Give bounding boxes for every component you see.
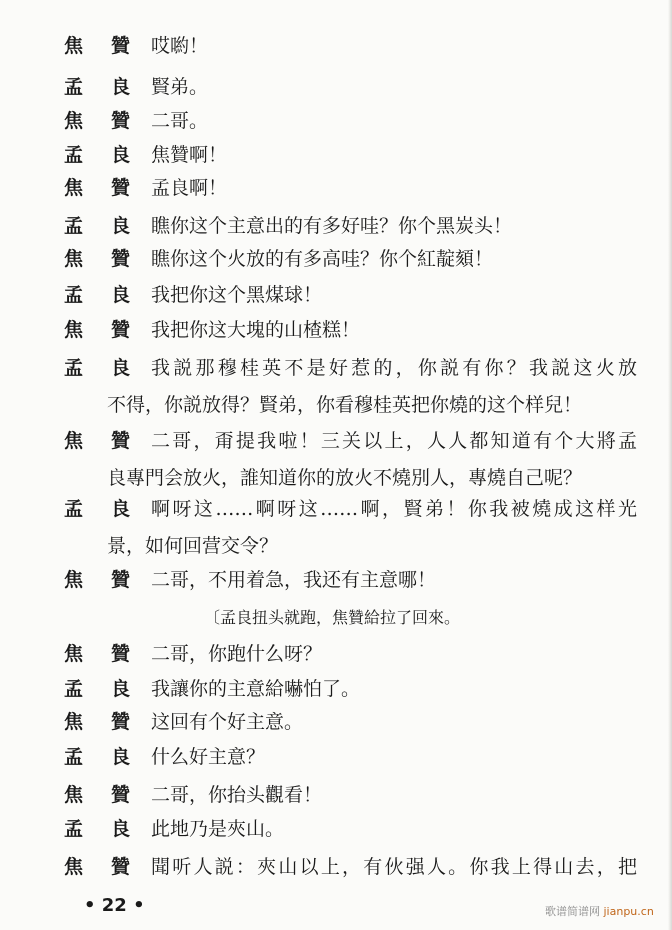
speaker-char: 贊 [110,319,130,341]
dialogue-text: 景，如何回营交令？ [107,535,279,557]
speaker-name [64,34,130,58]
speaker-char: 焦 [64,856,84,878]
speaker-name [64,745,130,769]
speaker-char: 焦 [64,248,84,270]
speaker-name [64,214,130,238]
speaker-char: 焦 [64,784,84,806]
speaker-char: 贊 [110,248,130,270]
speaker-char: 焦 [64,35,84,57]
dialogue-text: 賢弟。 [151,76,209,98]
speaker-char: 贊 [110,856,130,878]
dialogue-text: 我把你这个黑煤球！ [151,284,323,306]
speaker-name [64,143,130,167]
speaker-char: 焦 [64,569,84,591]
speaker-char: 孟 [64,498,84,520]
speaker-name [64,247,130,271]
speaker-char: 孟 [64,144,84,166]
speaker-char: 焦 [64,711,84,733]
dialogue-text: 良專門会放火，誰知道你的放火不燒別人，專燒自己呢？ [107,467,583,489]
dialogue-text: 我把你这大塊的山楂糕！ [151,319,361,341]
speaker-name [64,783,130,807]
speaker-name [64,817,130,841]
dialogue-text: 不得，你説放得？賢弟，你看穆桂英把你燒的这个样兒！ [107,394,583,416]
speaker-char: 良 [110,76,130,98]
speaker-char: 贊 [110,784,130,806]
speaker-name [64,855,130,879]
speaker-char: 贊 [110,177,130,199]
dialogue-text: 聞听人説：夾山以上，有伙强人。你我上得山去，把 [151,856,637,878]
dialogue-text: 焦贊啊！ [151,144,228,166]
dialogue-text: 二哥，甭提我啦！三关以上，人人都知道有个大將孟 [151,430,637,452]
speaker-char: 良 [110,215,130,237]
dialogue-text: 我讓你的主意給嚇怕了。 [151,678,361,700]
speaker-char: 良 [110,498,130,520]
speaker-char: 焦 [64,643,84,665]
speaker-name [64,429,130,453]
dialogue-text: 什么好主意？ [151,746,266,768]
speaker-char: 焦 [64,319,84,341]
dialogue-text: 孟良啊！ [151,177,228,199]
speaker-char: 良 [110,284,130,306]
speaker-char: 贊 [110,569,130,591]
speaker-name [64,356,130,380]
speaker-name [64,497,130,521]
speaker-char: 孟 [64,678,84,700]
dialogue-text: 瞧你这个主意出的有多好哇？你个黑炭头！ [151,215,513,237]
speaker-name [64,75,130,99]
speaker-char: 良 [110,818,130,840]
dialogue-text: 二哥，你跑什么呀？ [151,643,323,665]
speaker-name [64,710,130,734]
speaker-char: 孟 [64,76,84,98]
speaker-char: 孟 [64,357,84,379]
dialogue-text: 二哥，你抬头觀看！ [151,784,323,806]
watermark-url: jianpu.cn [603,905,654,918]
dialogue-text: 此地乃是夾山。 [151,818,285,840]
dialogue-text: 哎喲！ [151,35,209,57]
speaker-char: 孟 [64,284,84,306]
speaker-char: 贊 [110,711,130,733]
page-edge-shadow [668,0,672,930]
dialogue-text: 这回有个好主意。 [151,711,304,733]
stage-direction: 〔孟良扭头就跑，焦贊給拉了回來。 [204,608,461,627]
speaker-char: 孟 [64,746,84,768]
speaker-name [64,568,130,592]
dialogue-text: 二哥。 [151,110,209,132]
speaker-name [64,176,130,200]
dialogue-text: 啊呀这……啊呀这……啊，賢弟！你我被燒成这样光 [151,498,637,520]
speaker-char: 贊 [110,430,130,452]
speaker-name [64,318,130,342]
watermark [545,903,654,919]
speaker-char: 良 [110,746,130,768]
dialogue-text: 我説那穆桂英不是好惹的，你説有你？我説这火放 [151,357,637,379]
speaker-char: 孟 [64,215,84,237]
speaker-name [64,642,130,666]
speaker-char: 良 [110,144,130,166]
speaker-name [64,109,130,133]
speaker-char: 贊 [110,35,130,57]
speaker-char: 孟 [64,818,84,840]
speaker-name [64,677,130,701]
speaker-name [64,283,130,307]
dialogue-text: 二哥，不用着急，我还有主意哪！ [151,569,437,591]
speaker-char: 焦 [64,110,84,132]
speaker-char: 焦 [64,430,84,452]
watermark-text: 歌谱简谱网 [545,905,600,918]
speaker-char: 焦 [64,177,84,199]
dialogue-text: 瞧你这个火放的有多高哇？你个紅靛頦！ [151,248,494,270]
speaker-char: 贊 [110,643,130,665]
speaker-char: 贊 [110,110,130,132]
speaker-char: 良 [110,357,130,379]
page-number: • 22 • [84,895,145,916]
speaker-char: 良 [110,678,130,700]
